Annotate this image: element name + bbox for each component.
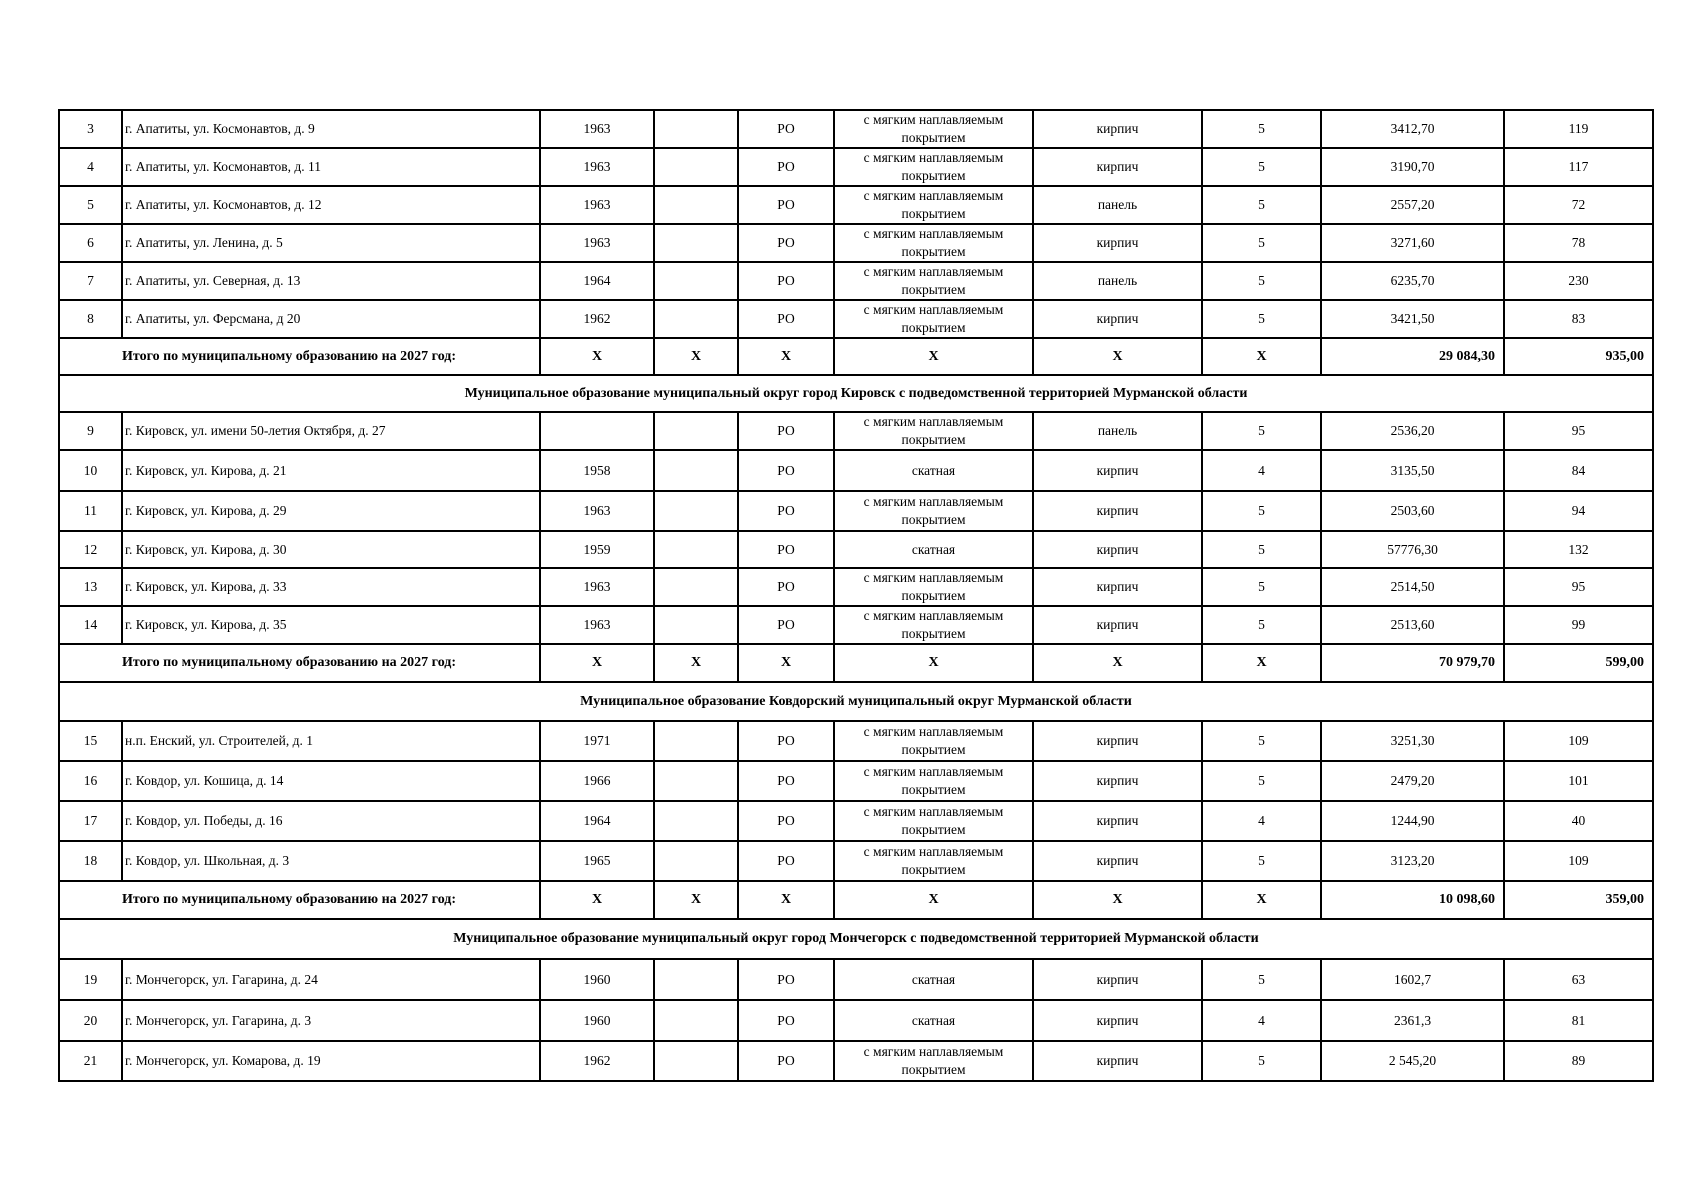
empty-cell bbox=[654, 262, 738, 300]
table-row bbox=[59, 1000, 1653, 1041]
area-cell: 2513,60 bbox=[1321, 606, 1504, 644]
area-cell: 1244,90 bbox=[1321, 801, 1504, 841]
type-cell: РО bbox=[738, 300, 834, 338]
address-cell: г. Кировск, ул. Кирова, д. 30 bbox=[122, 531, 540, 568]
total-mark: X bbox=[540, 644, 654, 682]
table-row bbox=[59, 412, 1653, 450]
residents-cell: 109 bbox=[1504, 721, 1653, 761]
roof-cell: с мягким наплавляемым покрытием bbox=[834, 262, 1033, 300]
section-header: Муниципальное образование муниципальный округ город Кировск с подведомственной территорией Мурманской области bbox=[59, 375, 1653, 412]
residents-cell: 81 bbox=[1504, 1000, 1653, 1041]
type-cell: РО bbox=[738, 262, 834, 300]
row-number: 11 bbox=[59, 491, 122, 531]
total-mark: X bbox=[654, 881, 738, 919]
type-cell: РО bbox=[738, 491, 834, 531]
residents-cell: 40 bbox=[1504, 801, 1653, 841]
area-cell: 2 545,20 bbox=[1321, 1041, 1504, 1081]
area-cell: 3271,60 bbox=[1321, 224, 1504, 262]
total-mark: X bbox=[738, 881, 834, 919]
address-cell: н.п. Енский, ул. Строителей, д. 1 bbox=[122, 721, 540, 761]
year-cell: 1963 bbox=[540, 606, 654, 644]
roof-cell: с мягким наплавляемым покрытием bbox=[834, 224, 1033, 262]
empty-cell bbox=[654, 110, 738, 148]
row-number: 8 bbox=[59, 300, 122, 338]
empty-cell bbox=[654, 412, 738, 450]
address-cell: г. Апатиты, ул. Космонавтов, д. 12 bbox=[122, 186, 540, 224]
floors-cell: 5 bbox=[1202, 568, 1321, 606]
roof-cell: с мягким наплавляемым покрытием bbox=[834, 606, 1033, 644]
row-number: 6 bbox=[59, 224, 122, 262]
table-row bbox=[59, 959, 1653, 1000]
material-cell: кирпич bbox=[1033, 841, 1202, 881]
residents-cell: 101 bbox=[1504, 761, 1653, 801]
empty-cell bbox=[654, 1041, 738, 1081]
area-cell: 57776,30 bbox=[1321, 531, 1504, 568]
table-row bbox=[59, 300, 1653, 338]
table-row bbox=[59, 801, 1653, 841]
residents-cell: 132 bbox=[1504, 531, 1653, 568]
floors-cell: 5 bbox=[1202, 110, 1321, 148]
total-row bbox=[59, 644, 1653, 682]
type-cell: РО bbox=[738, 531, 834, 568]
material-cell: кирпич bbox=[1033, 224, 1202, 262]
type-cell: РО bbox=[738, 841, 834, 881]
type-cell: РО bbox=[738, 224, 834, 262]
area-cell: 2536,20 bbox=[1321, 412, 1504, 450]
floors-cell: 5 bbox=[1202, 761, 1321, 801]
total-mark: X bbox=[834, 644, 1033, 682]
year-cell: 1959 bbox=[540, 531, 654, 568]
total-row bbox=[59, 338, 1653, 375]
empty-cell bbox=[654, 959, 738, 1000]
address-cell: г. Кировск, ул. Кирова, д. 33 bbox=[122, 568, 540, 606]
empty-cell bbox=[654, 531, 738, 568]
section-header-row bbox=[59, 919, 1653, 959]
address-cell: г. Ковдор, ул. Школьная, д. 3 bbox=[122, 841, 540, 881]
address-cell: г. Ковдор, ул. Кошица, д. 14 bbox=[122, 761, 540, 801]
empty-cell bbox=[654, 568, 738, 606]
total-area: 70 979,70 bbox=[1321, 644, 1504, 682]
year-cell: 1960 bbox=[540, 959, 654, 1000]
table-row bbox=[59, 606, 1653, 644]
area-cell: 3135,50 bbox=[1321, 450, 1504, 491]
area-cell: 2479,20 bbox=[1321, 761, 1504, 801]
total-label: Итого по муниципальному образованию на 2027 год: bbox=[59, 338, 540, 375]
floors-cell: 5 bbox=[1202, 1041, 1321, 1081]
material-cell: панель bbox=[1033, 186, 1202, 224]
material-cell: панель bbox=[1033, 412, 1202, 450]
address-cell: г. Кировск, ул. имени 50-летия Октября, д. 27 bbox=[122, 412, 540, 450]
area-cell: 3251,30 bbox=[1321, 721, 1504, 761]
floors-cell: 5 bbox=[1202, 412, 1321, 450]
residents-cell: 109 bbox=[1504, 841, 1653, 881]
row-number: 7 bbox=[59, 262, 122, 300]
material-cell: кирпич bbox=[1033, 491, 1202, 531]
type-cell: РО bbox=[738, 110, 834, 148]
material-cell: кирпич bbox=[1033, 300, 1202, 338]
floors-cell: 5 bbox=[1202, 841, 1321, 881]
empty-cell bbox=[654, 186, 738, 224]
type-cell: РО bbox=[738, 148, 834, 186]
empty-cell bbox=[654, 801, 738, 841]
material-cell: кирпич bbox=[1033, 568, 1202, 606]
total-mark: X bbox=[834, 881, 1033, 919]
residents-cell: 83 bbox=[1504, 300, 1653, 338]
material-cell: кирпич bbox=[1033, 1000, 1202, 1041]
address-cell: г. Апатиты, ул. Космонавтов, д. 9 bbox=[122, 110, 540, 148]
empty-cell bbox=[654, 224, 738, 262]
year-cell: 1963 bbox=[540, 491, 654, 531]
roof-cell: с мягким наплавляемым покрытием bbox=[834, 110, 1033, 148]
residents-cell: 84 bbox=[1504, 450, 1653, 491]
section-header: Муниципальное образование Ковдорский муниципальный округ Мурманской области bbox=[59, 682, 1653, 721]
total-mark: X bbox=[540, 881, 654, 919]
floors-cell: 5 bbox=[1202, 959, 1321, 1000]
total-mark: X bbox=[1033, 644, 1202, 682]
area-cell: 3412,70 bbox=[1321, 110, 1504, 148]
empty-cell bbox=[654, 491, 738, 531]
empty-cell bbox=[654, 148, 738, 186]
material-cell: кирпич bbox=[1033, 1041, 1202, 1081]
address-cell: г. Апатиты, ул. Ферсмана, д 20 bbox=[122, 300, 540, 338]
roof-cell: с мягким наплавляемым покрытием bbox=[834, 841, 1033, 881]
table-row bbox=[59, 148, 1653, 186]
total-mark: X bbox=[654, 338, 738, 375]
roof-cell: скатная bbox=[834, 531, 1033, 568]
table-row bbox=[59, 721, 1653, 761]
floors-cell: 5 bbox=[1202, 148, 1321, 186]
total-residents: 599,00 bbox=[1504, 644, 1653, 682]
address-cell: г. Апатиты, ул. Космонавтов, д. 11 bbox=[122, 148, 540, 186]
year-cell: 1962 bbox=[540, 300, 654, 338]
type-cell: РО bbox=[738, 606, 834, 644]
section-header-row bbox=[59, 375, 1653, 412]
row-number: 18 bbox=[59, 841, 122, 881]
empty-cell bbox=[654, 450, 738, 491]
total-label: Итого по муниципальному образованию на 2027 год: bbox=[59, 644, 540, 682]
table-row bbox=[59, 450, 1653, 491]
floors-cell: 5 bbox=[1202, 721, 1321, 761]
residents-cell: 230 bbox=[1504, 262, 1653, 300]
table-row bbox=[59, 841, 1653, 881]
row-number: 13 bbox=[59, 568, 122, 606]
section-header-row bbox=[59, 682, 1653, 721]
empty-cell bbox=[654, 721, 738, 761]
material-cell: кирпич bbox=[1033, 606, 1202, 644]
row-number: 10 bbox=[59, 450, 122, 491]
total-mark: X bbox=[834, 338, 1033, 375]
table-row bbox=[59, 186, 1653, 224]
roof-cell: с мягким наплавляемым покрытием bbox=[834, 148, 1033, 186]
floors-cell: 5 bbox=[1202, 262, 1321, 300]
table-row bbox=[59, 224, 1653, 262]
year-cell: 1962 bbox=[540, 1041, 654, 1081]
row-number: 4 bbox=[59, 148, 122, 186]
address-cell: г. Ковдор, ул. Победы, д. 16 bbox=[122, 801, 540, 841]
total-area: 29 084,30 bbox=[1321, 338, 1504, 375]
section-header: Муниципальное образование муниципальный округ город Мончегорск с подведомственной территорией Мурманской области bbox=[59, 919, 1653, 959]
total-mark: X bbox=[1202, 644, 1321, 682]
empty-cell bbox=[654, 606, 738, 644]
material-cell: кирпич bbox=[1033, 761, 1202, 801]
empty-cell bbox=[654, 761, 738, 801]
year-cell: 1965 bbox=[540, 841, 654, 881]
residents-cell: 72 bbox=[1504, 186, 1653, 224]
total-area: 10 098,60 bbox=[1321, 881, 1504, 919]
type-cell: РО bbox=[738, 450, 834, 491]
residents-cell: 95 bbox=[1504, 412, 1653, 450]
row-number: 14 bbox=[59, 606, 122, 644]
address-cell: г. Апатиты, ул. Северная, д. 13 bbox=[122, 262, 540, 300]
address-cell: г. Мончегорск, ул. Гагарина, д. 24 bbox=[122, 959, 540, 1000]
roof-cell: скатная bbox=[834, 450, 1033, 491]
empty-cell bbox=[654, 841, 738, 881]
table-row bbox=[59, 531, 1653, 568]
table-row bbox=[59, 110, 1653, 148]
area-cell: 2361,3 bbox=[1321, 1000, 1504, 1041]
year-cell: 1966 bbox=[540, 761, 654, 801]
roof-cell: с мягким наплавляемым покрытием bbox=[834, 761, 1033, 801]
material-cell: кирпич bbox=[1033, 801, 1202, 841]
residents-cell: 99 bbox=[1504, 606, 1653, 644]
roof-cell: с мягким наплавляемым покрытием bbox=[834, 491, 1033, 531]
roof-cell: с мягким наплавляемым покрытием bbox=[834, 186, 1033, 224]
material-cell: кирпич bbox=[1033, 148, 1202, 186]
residents-cell: 117 bbox=[1504, 148, 1653, 186]
empty-cell bbox=[654, 1000, 738, 1041]
floors-cell: 5 bbox=[1202, 491, 1321, 531]
area-cell: 3123,20 bbox=[1321, 841, 1504, 881]
year-cell bbox=[540, 412, 654, 450]
total-mark: X bbox=[540, 338, 654, 375]
type-cell: РО bbox=[738, 801, 834, 841]
table-row bbox=[59, 568, 1653, 606]
area-cell: 6235,70 bbox=[1321, 262, 1504, 300]
residents-cell: 78 bbox=[1504, 224, 1653, 262]
material-cell: кирпич bbox=[1033, 450, 1202, 491]
area-cell: 1602,7 bbox=[1321, 959, 1504, 1000]
residents-cell: 89 bbox=[1504, 1041, 1653, 1081]
row-number: 17 bbox=[59, 801, 122, 841]
area-cell: 3421,50 bbox=[1321, 300, 1504, 338]
residents-cell: 119 bbox=[1504, 110, 1653, 148]
year-cell: 1964 bbox=[540, 262, 654, 300]
row-number: 15 bbox=[59, 721, 122, 761]
material-cell: кирпич bbox=[1033, 110, 1202, 148]
row-number: 19 bbox=[59, 959, 122, 1000]
row-number: 16 bbox=[59, 761, 122, 801]
year-cell: 1963 bbox=[540, 148, 654, 186]
type-cell: РО bbox=[738, 959, 834, 1000]
year-cell: 1963 bbox=[540, 224, 654, 262]
year-cell: 1963 bbox=[540, 110, 654, 148]
total-mark: X bbox=[654, 644, 738, 682]
floors-cell: 5 bbox=[1202, 531, 1321, 568]
type-cell: РО bbox=[738, 1000, 834, 1041]
area-cell: 3190,70 bbox=[1321, 148, 1504, 186]
address-cell: г. Кировск, ул. Кирова, д. 21 bbox=[122, 450, 540, 491]
address-cell: г. Апатиты, ул. Ленина, д. 5 bbox=[122, 224, 540, 262]
row-number: 21 bbox=[59, 1041, 122, 1081]
total-mark: X bbox=[1202, 881, 1321, 919]
total-mark: X bbox=[1033, 338, 1202, 375]
year-cell: 1963 bbox=[540, 186, 654, 224]
address-cell: г. Мончегорск, ул. Комарова, д. 19 bbox=[122, 1041, 540, 1081]
roof-cell: с мягким наплавляемым покрытием bbox=[834, 412, 1033, 450]
row-number: 3 bbox=[59, 110, 122, 148]
total-residents: 359,00 bbox=[1504, 881, 1653, 919]
floors-cell: 4 bbox=[1202, 450, 1321, 491]
floors-cell: 5 bbox=[1202, 224, 1321, 262]
total-mark: X bbox=[738, 644, 834, 682]
roof-cell: с мягким наплавляемым покрытием bbox=[834, 568, 1033, 606]
year-cell: 1964 bbox=[540, 801, 654, 841]
residents-cell: 94 bbox=[1504, 491, 1653, 531]
roof-cell: скатная bbox=[834, 1000, 1033, 1041]
total-mark: X bbox=[1033, 881, 1202, 919]
total-residents: 935,00 bbox=[1504, 338, 1653, 375]
floors-cell: 5 bbox=[1202, 186, 1321, 224]
total-mark: X bbox=[1202, 338, 1321, 375]
year-cell: 1960 bbox=[540, 1000, 654, 1041]
residents-cell: 95 bbox=[1504, 568, 1653, 606]
table-row bbox=[59, 1041, 1653, 1081]
total-label: Итого по муниципальному образованию на 2027 год: bbox=[59, 881, 540, 919]
row-number: 12 bbox=[59, 531, 122, 568]
type-cell: РО bbox=[738, 186, 834, 224]
row-number: 20 bbox=[59, 1000, 122, 1041]
table-row bbox=[59, 262, 1653, 300]
material-cell: кирпич bbox=[1033, 721, 1202, 761]
row-number: 5 bbox=[59, 186, 122, 224]
area-cell: 2557,20 bbox=[1321, 186, 1504, 224]
roof-cell: с мягким наплавляемым покрытием bbox=[834, 801, 1033, 841]
address-cell: г. Мончегорск, ул. Гагарина, д. 3 bbox=[122, 1000, 540, 1041]
type-cell: РО bbox=[738, 721, 834, 761]
type-cell: РО bbox=[738, 412, 834, 450]
material-cell: панель bbox=[1033, 262, 1202, 300]
type-cell: РО bbox=[738, 761, 834, 801]
area-cell: 2514,50 bbox=[1321, 568, 1504, 606]
year-cell: 1963 bbox=[540, 568, 654, 606]
roof-cell: с мягким наплавляемым покрытием bbox=[834, 721, 1033, 761]
material-cell: кирпич bbox=[1033, 959, 1202, 1000]
type-cell: РО bbox=[738, 568, 834, 606]
row-number: 9 bbox=[59, 412, 122, 450]
material-cell: кирпич bbox=[1033, 531, 1202, 568]
empty-cell bbox=[654, 300, 738, 338]
year-cell: 1958 bbox=[540, 450, 654, 491]
area-cell: 2503,60 bbox=[1321, 491, 1504, 531]
roof-cell: скатная bbox=[834, 959, 1033, 1000]
table-row bbox=[59, 491, 1653, 531]
total-mark: X bbox=[738, 338, 834, 375]
roof-cell: с мягким наплавляемым покрытием bbox=[834, 1041, 1033, 1081]
housing-table bbox=[58, 109, 1654, 1082]
table-row bbox=[59, 761, 1653, 801]
address-cell: г. Кировск, ул. Кирова, д. 35 bbox=[122, 606, 540, 644]
floors-cell: 4 bbox=[1202, 801, 1321, 841]
type-cell: РО bbox=[738, 1041, 834, 1081]
floors-cell: 4 bbox=[1202, 1000, 1321, 1041]
total-row bbox=[59, 881, 1653, 919]
roof-cell: с мягким наплавляемым покрытием bbox=[834, 300, 1033, 338]
year-cell: 1971 bbox=[540, 721, 654, 761]
floors-cell: 5 bbox=[1202, 606, 1321, 644]
floors-cell: 5 bbox=[1202, 300, 1321, 338]
address-cell: г. Кировск, ул. Кирова, д. 29 bbox=[122, 491, 540, 531]
residents-cell: 63 bbox=[1504, 959, 1653, 1000]
